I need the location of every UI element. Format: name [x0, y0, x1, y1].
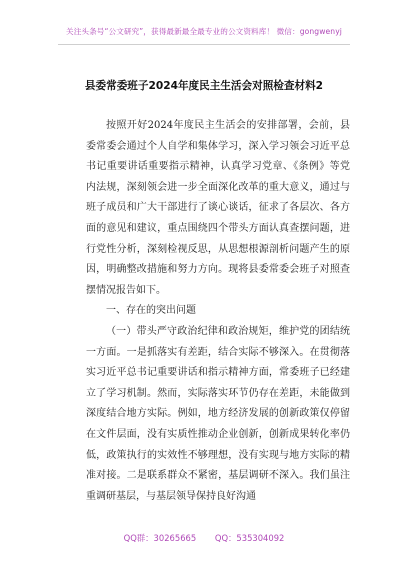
header-note: 关注头条号“公文研究”，获得最新最全最专业的公文资料库！ 微信：gongwenyj [66, 27, 342, 36]
document-title: 县委常委班子2024年度民主生活会对照检查材料2 [84, 80, 324, 92]
section-heading: 一、存在的突出问题 [106, 305, 196, 317]
document-body [86, 116, 350, 507]
body-paragraph-section-1: （一）带头严守政治纪律和政治规矩，维护党的团结统一方面。一是抓落实有差距，结合实际不够深入。在贯彻落实习近平总书记重要讲话和指示精神方面，常委班子已经建立了学习机制。然而，实际落实环节仍存在差距，未能做到深度结合地方实际。例如，地方经济发展的创新政策仅停留在文件层面，没有实质性推动企业创新，创新成果转化率仍低，政策执行的实效性不够理想，没有实现与地方实际的精准对接。二是联系群众不紧密，基层调研不深入。我们虽注重调研基层，与基层领导保持良好沟通 [86, 325, 350, 502]
footer-contact [0, 532, 408, 544]
footer-qq-group: QQ群：30265665 [123, 533, 197, 543]
footer-qq: QQ：535304092 [214, 533, 285, 543]
body-paragraph-intro: 按照开好2024年度民主生活会的安排部署，会前，县委常委会通过个人自学和集体学习，深入学习领会习近平总书记重要讲话重要指示精神，认真学习党章、《条例》等党内法规，深刻领会进一步全面深化改革的重大意义，通过与班子成员和广大干部进行了谈心谈话，征求了各层次、各方面的意见和建议，重点围绕四个带头方面认真查摆问题，进行党性分析，深刻检视反思，从思想根源剖析问题产生的原因，明确整改措施和努力方向。现将县委常委会班子对照查摆情况报告如下。 [86, 120, 350, 296]
header-divider [58, 44, 350, 45]
